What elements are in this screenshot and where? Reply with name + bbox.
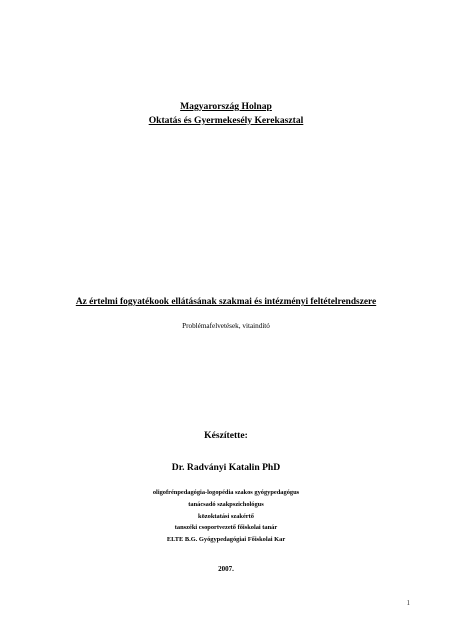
- publication-year: 2007.: [218, 565, 234, 573]
- credential-line: oligofrénpedagógia-logopédia szakos gyógypedagógus: [152, 489, 300, 496]
- author-heading: Készítette:: [204, 430, 248, 441]
- header-line-1: Magyarország Holnap: [180, 101, 272, 112]
- page-number: 1: [406, 599, 410, 607]
- credential-line: ELTE B.G. Gyógypedagógiai Főiskolai Kar: [166, 536, 286, 543]
- author-name: Dr. Radványi Katalin PhD: [171, 462, 281, 473]
- main-title: Az értelmi fogyatékook ellátásának szakmai és intézményi feltételrendszere: [75, 297, 377, 307]
- credential-line: közoktatási szakértő: [198, 513, 254, 520]
- credential-line: tanszéki csoportvezető főiskolai tanár: [174, 524, 278, 531]
- subtitle: Problémafelvetések, vitaindító: [182, 322, 270, 330]
- header-line-2: Oktatás és Gyermekesély Kerekasztal: [148, 115, 304, 126]
- credential-line: tanácsadó szakpszichológus: [188, 501, 264, 508]
